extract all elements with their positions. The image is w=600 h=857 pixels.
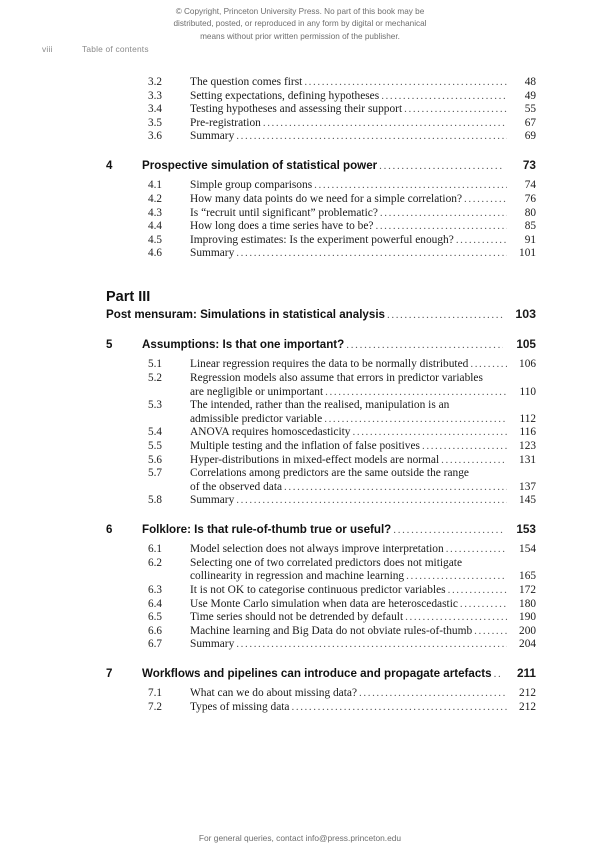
toc-entry-line — [190, 103, 536, 115]
leader-dots — [236, 638, 507, 650]
toc-entry-line — [190, 358, 536, 370]
toc-entry-line — [190, 557, 536, 569]
toc-entry-title: Testing hypotheses and assessing their support — [190, 103, 403, 116]
toc-entry-title: ANOVA requires homoscedasticity — [190, 426, 351, 439]
page-number: 101 — [519, 247, 536, 260]
leader-dots — [470, 358, 507, 370]
toc-entry-title-block — [190, 207, 536, 219]
toc-entry-title: Is “recruit until significant” problematic? — [190, 206, 378, 219]
toc-section-row[interactable] — [106, 179, 536, 191]
section-number: 7.2 — [148, 701, 162, 714]
section-number: 4.6 — [148, 247, 162, 260]
toc-entry-line — [190, 130, 536, 142]
toc-entry-line — [190, 426, 536, 438]
leader-dots — [375, 220, 507, 232]
toc-entry-title-block — [190, 494, 536, 506]
toc-entry-title-block — [190, 543, 536, 555]
section-number: 3.3 — [148, 89, 162, 102]
leader-dots — [441, 454, 507, 466]
leader-dots — [446, 543, 507, 555]
toc-entry-title: collinearity in regression and machine learning — [190, 570, 405, 583]
toc-section-row[interactable] — [106, 557, 536, 583]
toc-entry-title: Summary — [190, 247, 235, 260]
page-number: 204 — [519, 638, 536, 651]
toc-entry-title-block — [190, 687, 536, 699]
copyright-line-1: © Copyright, Princeton University Press. No part of this book may be — [175, 7, 425, 16]
toc-entry-title: Linear regression requires the data to be normally distributed — [190, 358, 469, 371]
toc-entry-title-block — [190, 440, 536, 452]
toc-section-row[interactable] — [106, 584, 536, 596]
part-title-row[interactable] — [106, 307, 536, 321]
leader-dots — [474, 625, 507, 637]
toc-section-row[interactable] — [106, 454, 536, 466]
toc-entry-title: are negligible or unimportant — [190, 385, 324, 398]
toc-section-row[interactable] — [106, 234, 536, 246]
toc-entry-line — [190, 440, 536, 452]
copyright-notice — [0, 6, 600, 43]
page-number: 112 — [519, 412, 536, 425]
chapter-number: 6 — [106, 524, 113, 537]
toc-entry-title-block — [190, 399, 536, 425]
toc-entry-title-block — [190, 638, 536, 650]
section-number: 5.7 — [148, 467, 162, 480]
page-number: 48 — [524, 76, 536, 88]
page-number: 165 — [519, 570, 536, 583]
leader-dots — [236, 130, 507, 142]
toc-section-row[interactable] — [106, 687, 536, 699]
toc-entry-title: The question comes first — [190, 76, 303, 88]
toc-entry-title: Time series should not be detrended by default — [190, 611, 404, 624]
section-number: 5.8 — [148, 494, 162, 507]
page-number: 116 — [519, 426, 536, 439]
page-number: 131 — [519, 453, 536, 466]
section-number: 6.4 — [148, 597, 162, 610]
leader-dots — [284, 481, 507, 493]
toc-entry-title: The intended, rather than the realised, manipulation is an — [190, 399, 450, 412]
toc-entry-title: What can we do about missing data? — [190, 687, 358, 700]
toc-entry-title: Improving estimates: Is the experiment powerful enough? — [190, 233, 454, 246]
section-number: 4.5 — [148, 233, 162, 246]
section-number: 5.6 — [148, 453, 162, 466]
toc-entry-line — [190, 386, 536, 398]
toc-entry-line — [190, 207, 536, 219]
leader-dots — [236, 494, 507, 506]
leader-dots — [292, 701, 508, 713]
toc-section-row[interactable] — [106, 701, 536, 713]
toc-section-row[interactable] — [106, 193, 536, 205]
leader-dots — [448, 584, 507, 596]
leader-dots — [494, 668, 503, 680]
part-block — [106, 289, 536, 321]
toc-entry-title-block — [190, 103, 536, 115]
toc-entry-title-block — [190, 426, 536, 438]
section-number: 5.2 — [148, 371, 162, 384]
toc-entry-line — [142, 337, 536, 351]
section-number: 4.2 — [148, 192, 162, 205]
toc-entry-line — [190, 234, 536, 246]
table-of-contents-list — [0, 76, 600, 715]
toc-entry-line — [190, 543, 536, 555]
leader-dots — [405, 611, 507, 623]
toc-entry-title: admissible predictor variable — [190, 412, 323, 425]
toc-section-row[interactable] — [106, 76, 536, 88]
toc-entry-line — [142, 158, 536, 172]
toc-section-row[interactable] — [106, 611, 536, 623]
page-number: 103 — [515, 307, 536, 322]
toc-entry-line — [190, 117, 536, 129]
toc-section-row[interactable] — [106, 440, 536, 452]
toc-entry-title-block — [190, 584, 536, 596]
section-number: 7.1 — [148, 687, 162, 700]
chapter-number: 4 — [106, 160, 113, 173]
leader-dots — [464, 193, 507, 205]
copyright-line-3: means without prior written permission of the publisher. — [200, 31, 400, 41]
toc-entry-title: How long does a time series have to be? — [190, 220, 374, 233]
section-number: 6.3 — [148, 584, 162, 597]
toc-section-row[interactable] — [106, 103, 536, 115]
toc-section-row[interactable] — [106, 372, 536, 398]
page-number: 137 — [519, 480, 536, 493]
toc-section-row[interactable] — [106, 467, 536, 493]
toc-entry-title-block — [190, 454, 536, 466]
leader-dots — [456, 234, 507, 246]
toc-section-row[interactable] — [106, 543, 536, 555]
toc-entry-title: Multiple testing and the inflation of false positives — [190, 439, 420, 452]
leader-dots — [422, 440, 507, 452]
page-number: 74 — [524, 179, 536, 192]
toc-entry-title-block — [190, 611, 536, 623]
toc-chapter-row[interactable] — [106, 522, 536, 536]
copyright-line-2: distributed, posted, or reproduced in any form by digital or mechanical — [173, 19, 427, 29]
section-number: 6.2 — [148, 556, 162, 569]
toc-entry-title-block — [190, 701, 536, 713]
part-title: Post mensuram: Simulations in statistical analysis — [106, 308, 385, 322]
folio-number: viii — [42, 44, 53, 54]
toc-section-row[interactable] — [106, 625, 536, 637]
leader-dots — [404, 103, 507, 115]
toc-entry-title: Assumptions: Is that one important? — [142, 338, 345, 352]
toc-entry-line — [190, 481, 536, 493]
toc-entry-title: Workflows and pipelines can introduce and propagate artefacts — [142, 667, 492, 681]
page-number: 73 — [522, 158, 536, 173]
page-number: 110 — [519, 385, 536, 398]
toc-entry-line — [190, 90, 536, 102]
section-number: 3.4 — [148, 103, 162, 116]
toc-entry-line — [190, 494, 536, 506]
chapter-number: 7 — [106, 668, 113, 681]
section-number: 5.4 — [148, 426, 162, 439]
toc-entry-title-block — [190, 598, 536, 610]
section-number: 3.2 — [148, 76, 162, 88]
section-number: 5.1 — [148, 358, 162, 371]
leader-dots — [236, 247, 507, 259]
toc-entry-title-block — [142, 666, 536, 680]
toc-entry-title: How many data points do we need for a simple correlation? — [190, 192, 463, 205]
toc-entry-title-block — [190, 193, 536, 205]
toc-entry-title-block — [190, 90, 536, 102]
toc-section-row[interactable] — [106, 426, 536, 438]
page-number: 200 — [519, 624, 536, 637]
leader-dots — [346, 339, 503, 351]
page-number: 85 — [524, 220, 536, 233]
toc-entry-line — [190, 611, 536, 623]
toc-section-row[interactable] — [106, 358, 536, 370]
toc-entry-title: Use Monte Carlo simulation when data are heteroscedastic — [190, 597, 458, 610]
leader-dots — [325, 386, 507, 398]
toc-entry-line — [190, 372, 536, 384]
chapter-number: 5 — [106, 339, 113, 352]
leader-dots — [380, 207, 507, 219]
leader-dots — [304, 76, 507, 88]
toc-entry-title: Types of missing data — [190, 701, 290, 714]
leader-dots — [263, 117, 507, 129]
section-number: 6.6 — [148, 624, 162, 637]
toc-entry-line — [190, 454, 536, 466]
section-number: 6.5 — [148, 611, 162, 624]
page-footer: For general queries, contact info@press.princeton.edu — [198, 833, 402, 843]
page-number: 190 — [519, 611, 536, 624]
toc-entry-title-block — [190, 247, 536, 259]
page-number: 154 — [519, 543, 536, 556]
toc-entry-title: Summary — [190, 638, 235, 651]
toc-entry-line — [190, 638, 536, 650]
page-number: 106 — [519, 358, 536, 371]
toc-entry-title: Regression models also assume that errors in predictor variables — [190, 371, 483, 384]
toc-entry-title-block — [190, 372, 536, 398]
page-number: 76 — [524, 192, 536, 205]
toc-entry-title: Folklore: Is that rule-of-thumb true or useful? — [142, 523, 392, 537]
toc-entry-line — [142, 522, 536, 536]
leader-dots — [379, 160, 503, 172]
toc-entry-title: Selecting one of two correlated predictors does not mitigate — [190, 556, 463, 569]
page-number: 212 — [519, 687, 536, 700]
section-number: 5.3 — [148, 399, 162, 412]
leader-dots — [393, 524, 503, 536]
page-number: 67 — [524, 116, 536, 129]
running-head — [42, 44, 149, 54]
toc-entry-title-block — [142, 158, 536, 172]
page-number: 145 — [519, 494, 536, 507]
toc-entry-line — [190, 687, 536, 699]
toc-section-row[interactable] — [106, 90, 536, 102]
leader-dots — [359, 687, 507, 699]
toc-entry-line — [190, 570, 536, 582]
page-number: 49 — [524, 89, 536, 102]
part-label: Part III — [106, 289, 151, 306]
toc-entry-line — [190, 193, 536, 205]
toc-entry-line — [190, 413, 536, 425]
leader-dots — [314, 179, 507, 191]
toc-section-row[interactable] — [106, 247, 536, 259]
toc-entry-title: Simple group comparisons — [190, 179, 313, 192]
leader-dots — [387, 309, 503, 321]
page-number: 153 — [516, 522, 536, 537]
toc-entry-title-block — [190, 179, 536, 191]
toc-entry-title-block — [190, 358, 536, 370]
leader-dots — [406, 570, 507, 582]
section-number: 3.6 — [148, 130, 162, 143]
toc-section-row[interactable] — [106, 598, 536, 610]
toc-entry-line — [142, 666, 536, 680]
section-number: 3.5 — [148, 116, 162, 129]
leader-dots — [353, 426, 508, 438]
toc-entry-title: of the observed data — [190, 480, 283, 493]
toc-chapter-row[interactable] — [106, 337, 536, 351]
toc-entry-title: Model selection does not always improve interpretation — [190, 543, 444, 556]
toc-entry-title: Prospective simulation of statistical power — [142, 159, 378, 173]
running-head-title: Table of contents — [82, 44, 149, 54]
toc-entry-line — [190, 625, 536, 637]
toc-entry-title-block — [190, 557, 536, 583]
leader-dots — [324, 413, 507, 425]
section-number: 4.1 — [148, 179, 162, 192]
toc-chapter-row[interactable] — [106, 666, 536, 680]
leader-dots — [460, 598, 507, 610]
section-number: 4.4 — [148, 220, 162, 233]
toc-entry-title: Hyper-distributions in mixed-effect models are normal — [190, 453, 440, 466]
leader-dots — [381, 90, 507, 102]
page-number: 212 — [519, 701, 536, 714]
page-number: 91 — [524, 233, 536, 246]
toc-entry-line — [190, 76, 536, 88]
page-number: 55 — [524, 103, 536, 116]
section-number: 5.5 — [148, 439, 162, 452]
toc-entry-line — [190, 247, 536, 259]
toc-section-row[interactable] — [106, 130, 536, 142]
toc-entry-title-block — [190, 130, 536, 142]
toc-entry-title-block — [142, 337, 536, 351]
toc-entry-line — [190, 584, 536, 596]
toc-entry-title: Summary — [190, 494, 235, 507]
toc-section-row[interactable] — [106, 220, 536, 232]
page-number: 123 — [519, 439, 536, 452]
toc-entry-line — [190, 701, 536, 713]
toc-section-row[interactable] — [106, 399, 536, 425]
toc-entry-line — [190, 598, 536, 610]
toc-entry-title-block — [142, 522, 536, 536]
toc-entry-title-block — [190, 76, 536, 88]
toc-entry-title: Setting expectations, defining hypotheses — [190, 89, 380, 102]
page-number: 172 — [519, 584, 536, 597]
section-number: 4.3 — [148, 206, 162, 219]
page-number: 211 — [516, 666, 536, 681]
toc-chapter-row[interactable] — [106, 158, 536, 172]
section-number: 6.7 — [148, 638, 162, 651]
toc-entry-line — [190, 467, 536, 479]
toc-entry-line — [190, 220, 536, 232]
toc-section-row[interactable] — [106, 117, 536, 129]
toc-entry-title-block — [190, 117, 536, 129]
toc-entry-title: Correlations among predictors are the same outside the range — [190, 467, 469, 480]
toc-section-row[interactable] — [106, 207, 536, 219]
page-number: 69 — [524, 130, 536, 143]
toc-entry-title-block — [190, 220, 536, 232]
page-number: 105 — [516, 337, 536, 352]
toc-entry-title: It is not OK to categorise continuous predictor variables — [190, 584, 446, 597]
page-number: 180 — [519, 597, 536, 610]
toc-section-row[interactable] — [106, 494, 536, 506]
page-number: 80 — [524, 206, 536, 219]
toc-entry-line — [190, 399, 536, 411]
toc-entry-title-block — [190, 234, 536, 246]
toc-entry-title-block — [190, 625, 536, 637]
toc-entry-title: Machine learning and Big Data do not obviate rules-of-thumb — [190, 624, 473, 637]
section-number: 6.1 — [148, 543, 162, 556]
toc-entry-title: Pre-registration — [190, 116, 261, 129]
toc-entry-title: Summary — [190, 130, 235, 143]
toc-entry-title-block — [190, 467, 536, 493]
toc-section-row[interactable] — [106, 638, 536, 650]
toc-entry-line — [190, 179, 536, 191]
